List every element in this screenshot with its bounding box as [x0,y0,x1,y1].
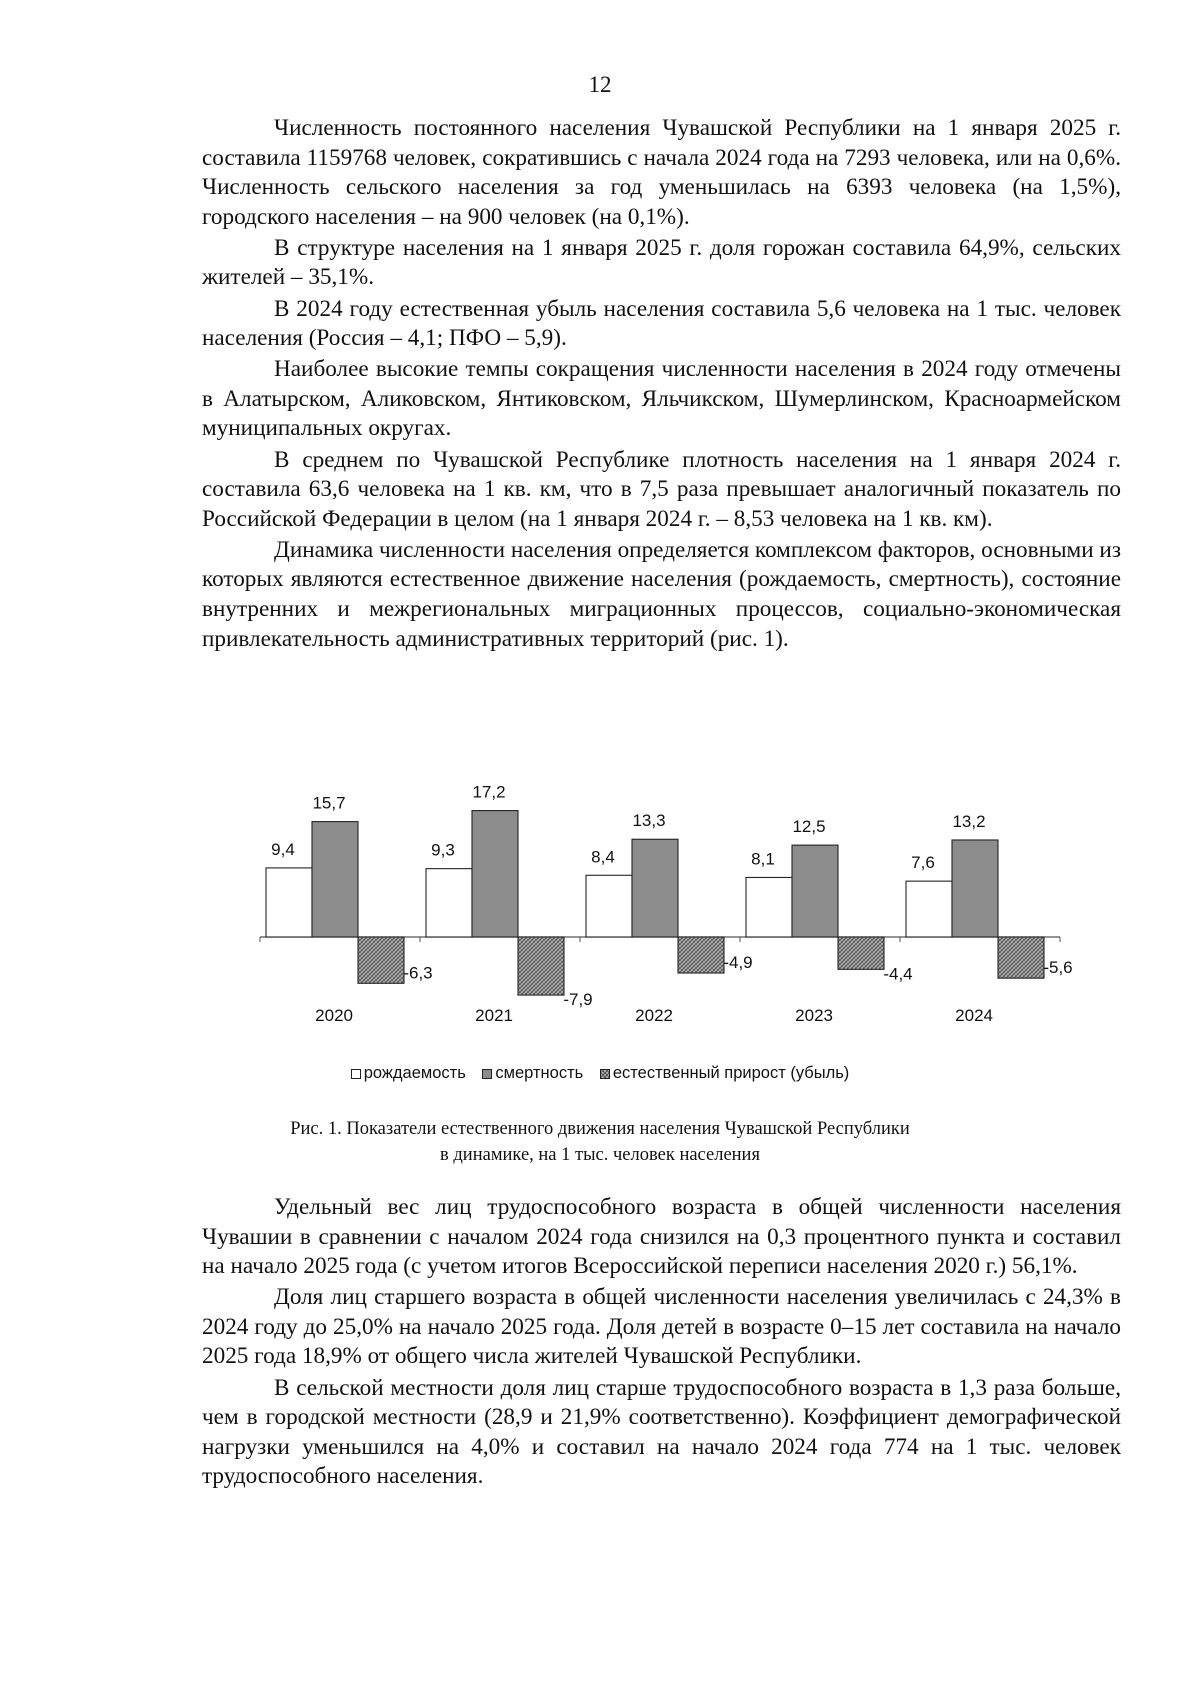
chart-canvas [0,740,1200,1070]
data-label-natural-2021: -7,9 [563,990,593,1010]
bar-natural-2020 [358,937,404,983]
data-label-natural-2020: -6,3 [403,963,433,983]
data-label-birth-2022: 8,4 [591,847,615,867]
paragraph: Удельный вес лиц трудоспособного возраста в общей численности населения Чувашии в сравнении с началом 2024 года снизился на 0,3 процентного пункта и составил на начало 2025 года (с учетом итогов Всероссийской переписи населения 2020 г.) 56,1%. [202,1194,1121,1280]
data-label-birth-2024: 7,6 [911,853,935,873]
data-label-birth-2023: 8,1 [751,849,775,869]
legend-label-natural: естественный прирост (убыль) [612,1064,850,1082]
data-label-natural-2023: -4,4 [883,964,913,984]
caption-line-2: в динамике, на 1 тыс. человек населения [440,1145,760,1165]
chart-legend [0,1064,1200,1083]
data-label-death-2023: 12,5 [792,817,826,837]
legend-item-death [482,1064,583,1083]
bar-natural-2022 [678,937,724,973]
bar-death-2020 [312,822,358,937]
paragraph: Доля лиц старшего возраста в общей численности населения увеличилась с 24,3% в 2024 году до 25,0% на начало 2025 года. Доля детей в возрасте 0–15 лет составила на начало 2025 года 18,9% от общего числа жителей Чувашской Республики. [202,1284,1121,1370]
legend-item-natural [600,1064,849,1083]
paragraph: В 2024 году естественная убыль населения составила 5,6 человека на 1 тыс. человек населения (Россия – 4,1; ПФО – 5,9). [202,295,1121,352]
data-label-natural-2022: -4,9 [723,953,753,973]
x-tick-label-2023: 2023 [795,1006,833,1025]
data-label-death-2020: 15,7 [312,793,346,813]
legend-item-birth [351,1064,466,1083]
legend-label-birth: рождаемость [363,1064,466,1082]
data-label-death-2021: 17,2 [472,782,506,802]
data-label-birth-2021: 9,3 [431,840,455,860]
data-label-natural-2024: -5,6 [1043,958,1073,978]
bar-natural-2023 [838,937,884,969]
legend-swatch-death [482,1069,492,1079]
legend-swatch-birth [351,1069,361,1079]
caption-line-1: Рис. 1. Показатели естественного движения населения Чувашской Республики [290,1119,910,1139]
bar-natural-2021 [518,937,564,995]
data-label-birth-2020: 9,4 [271,839,295,859]
paragraph: Динамика численности населения определяется комплексом факторов, основными из которых являются естественное движение населения (рождаемость, смертность), состояние внутренних и межрегиональных миграционных процессов, социально-экономическая привлекательность административных территорий (рис. 1). [202,536,1121,652]
bar-birth-2022 [586,875,632,937]
legend-label-death: смертность [495,1064,584,1082]
legend-swatch-natural [600,1069,610,1079]
bar-death-2024 [952,840,998,937]
data-label-death-2024: 13,2 [952,811,986,831]
bar-birth-2021 [426,869,472,937]
bar-birth-2024 [906,881,952,937]
data-label-death-2022: 13,3 [632,811,666,831]
paragraph: В структуре населения на 1 января 2025 г. доля горожан составила 64,9%, сельских жителей – 35,1%. [202,234,1121,291]
page-number: 12 [588,72,612,97]
paragraph: Наиболее высокие темпы сокращения численности населения в 2024 году отмечены в Алатырском, Аликовском, Янтиковском, Яльчикском, Шумерлинском, Красноармейском муниципальных округах. [202,356,1121,442]
x-tick-label-2020: 2020 [315,1006,353,1025]
bar-birth-2020 [266,868,312,937]
paragraph: В сельской местности доля лиц старше трудоспособного возраста в 1,3 раза больше, чем в городской местности (28,9 и 21,9% соответственно). Коэффициент демографической нагрузки уменьшился на 4,0% и составил на начало 2024 года 774 на 1 тыс. человек трудоспособного населения. [202,1374,1121,1490]
paragraph: Численность постоянного населения Чувашской Республики на 1 января 2025 г. составила 1159768 человек, сократившись с начала 2024 года на 7293 человека, или на 0,6%. Численность сельского населения за год уменьшилась на 6393 человека (на 1,5%), городского населения – на 900 человек (на 0,1%). [202,115,1121,230]
figure-caption [0,1116,1200,1168]
bar-birth-2023 [746,877,792,937]
bar-death-2022 [632,839,678,937]
x-tick-label-2024: 2024 [955,1006,993,1025]
bar-death-2021 [472,811,518,937]
x-tick-label-2022: 2022 [635,1006,673,1025]
bar-natural-2024 [998,937,1044,978]
bar-death-2023 [792,845,838,937]
text-block-bottom [202,1193,1121,1493]
text-block-top [202,114,1121,656]
bar-chart [0,740,1200,1120]
paragraph: В среднем по Чувашской Республике плотность населения на 1 января 2024 г. составила 63,6 человека на 1 кв. км, что в 7,5 раза превышает аналогичный показатель по Российской Федерации в целом (на 1 января 2024 г. – 8,53 человека на 1 кв. км). [202,446,1121,532]
x-tick-label-2021: 2021 [475,1006,513,1025]
